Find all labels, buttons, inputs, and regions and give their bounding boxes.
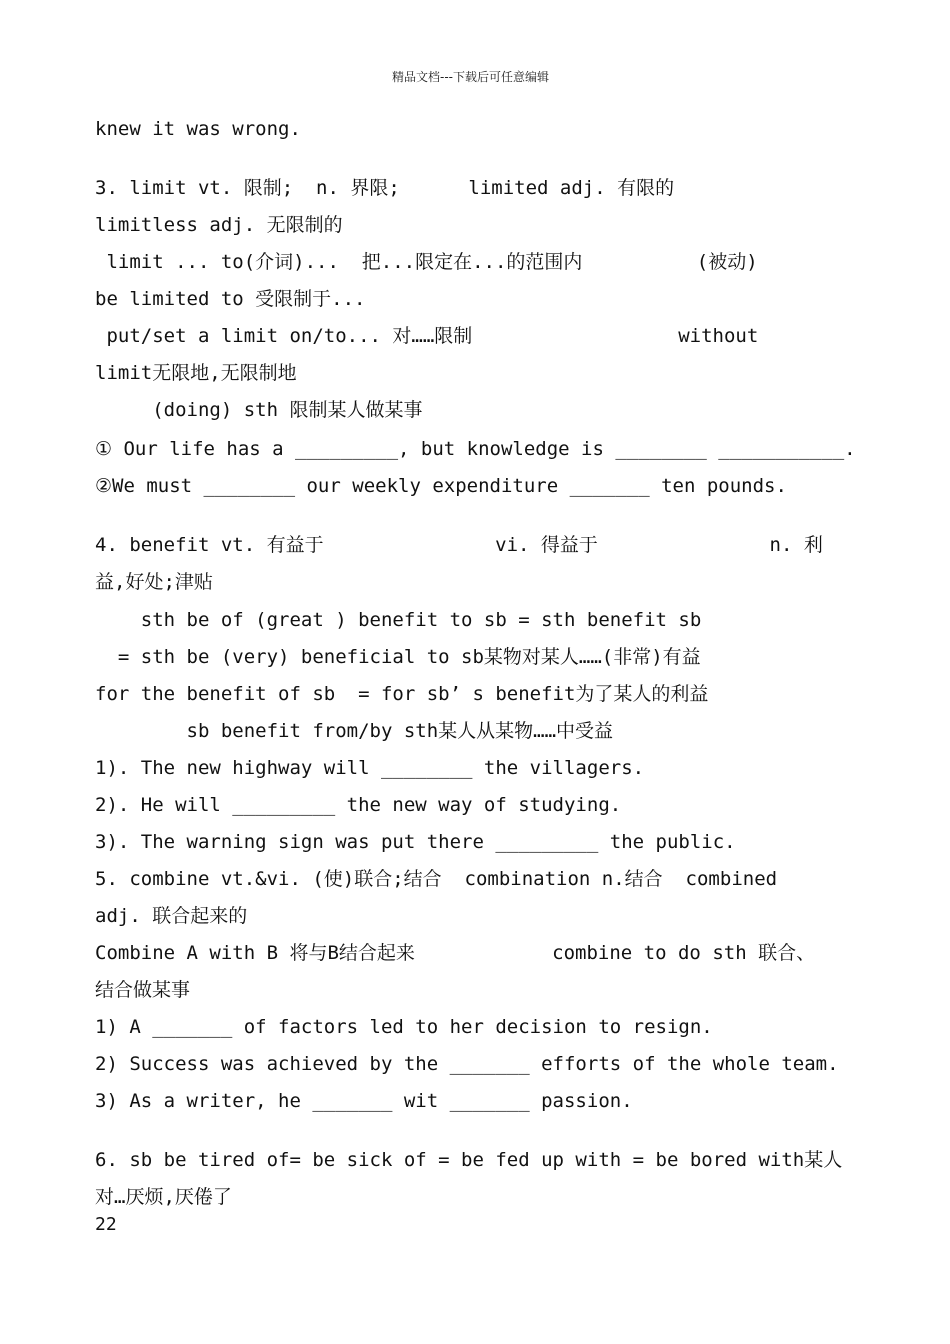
text-line: 3. limit vt. 限制; n. 界限; limited adj. 有限的 xyxy=(95,177,675,199)
exercise-line: 1) A _______ of factors led to her decision to resign. xyxy=(95,1016,713,1038)
exercise-line: 3). The warning sign was put there _________ the public. xyxy=(95,831,736,853)
exercise-line: ① Our life has a _________, but knowledge is ________ ___________. xyxy=(95,438,856,460)
text-line: be limited to 受限制于... xyxy=(95,288,366,310)
exercise-line: 1). The new highway will ________ the villagers. xyxy=(95,757,645,779)
text-line: Combine A with B 将与B结合起来 combine to do sth 联合、 xyxy=(95,942,816,964)
text-line: sb benefit from/by sth某人从某物……中受益 xyxy=(95,720,614,742)
text-line: 结合做某事 xyxy=(95,979,191,1001)
exercise-line: 2) Success was achieved by the _______ efforts of the whole team. xyxy=(95,1053,839,1075)
exercise-line: 3) As a writer, he _______ wit _______ passion. xyxy=(95,1090,633,1112)
text-line: 5. combine vt.&vi. (使)联合;结合 combination n.结合 combined xyxy=(95,868,778,890)
text-line: limit无限地,无限制地 xyxy=(95,362,297,384)
text-line: put/set a limit on/to... 对……限制 without xyxy=(95,325,759,347)
text-line: sth be of (great ) benefit to sb = sth benefit sb xyxy=(95,609,702,631)
text-line: 6. sb be tired of= be sick of = be fed up with = be bored with某人 xyxy=(95,1149,843,1171)
page-header: 精品文档---下载后可任意编辑 xyxy=(392,70,549,84)
text-line: adj. 联合起来的 xyxy=(95,905,248,927)
text-line: 益,好处;津贴 xyxy=(95,571,213,593)
text-line: knew it was wrong. xyxy=(95,118,301,140)
text-line: limitless adj. 无限制的 xyxy=(95,214,343,236)
text-line: = sth be (very) beneficial to sb某物对某人……(非常)有益 xyxy=(95,646,701,668)
text-line: 对…厌烦,厌倦了 xyxy=(95,1186,232,1208)
text-line: for the benefit of sb = for sb’ s benefit为了某人的利益 xyxy=(95,683,709,705)
page-number: 22 xyxy=(95,1214,117,1235)
exercise-line: ②We must ________ our weekly expenditure _______ ten pounds. xyxy=(95,475,787,497)
text-line: limit ... to(介词)... 把...限定在...的范围内 (被动) xyxy=(95,251,758,273)
text-line: 4. benefit vt. 有益于 vi. 得益于 n. 利 xyxy=(95,534,823,556)
text-line: (doing) sth 限制某人做某事 xyxy=(95,399,423,421)
exercise-line: 2). He will _________ the new way of studying. xyxy=(95,794,622,816)
